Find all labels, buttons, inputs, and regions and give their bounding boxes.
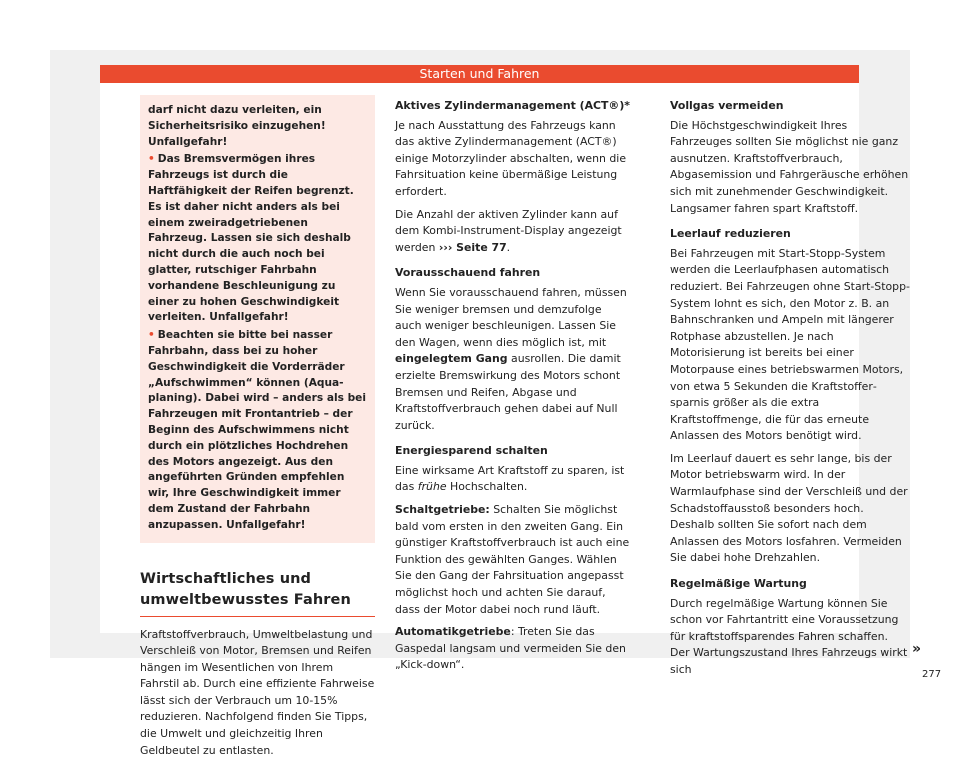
act-paragraph-1: Je nach Ausstattung des Fahrzeugs kann das aktive Zylindermanagement (ACT®) einige Motorzylinder abschalten, wenn die Fahrsituation keine übermäßige Leistung erfordert. [395, 118, 627, 198]
section-divider [140, 616, 375, 617]
page-reference-link[interactable]: ››› Seite 77 [438, 240, 507, 254]
heading-leerlauf: Leerlauf reduzieren [670, 227, 791, 241]
page-number: 277 [922, 669, 942, 680]
heading-wartung: Regelmäßige Wartung [670, 577, 807, 591]
vollgas-paragraph: Die Höchstgeschwindigkeit Ihres Fahrzeuges sollten Sie möglichst nie ganz ausnutzen. Kraftstoffverbrauch, Abgasemission und Fahrgeräusche erhöhen sich mit zunehmender Geschwindigkeit. Langsamer fahren spart Kraftstoff. [670, 118, 909, 215]
heading-energiesparend: Energiesparend schalten [395, 444, 548, 458]
column-left [140, 83, 375, 759]
section-title: Wirtschaftliches und umweltbewusstes Fahren [140, 570, 351, 608]
warning-intro: darf nicht dazu verleiten, ein Sicherheitsrisiko einzugehen! Unfallgefahr! [148, 104, 326, 148]
page-content [100, 83, 910, 757]
warning-item: • Das Bremsvermögen ihres Fahrzeugs ist durch die Haftfähigkeit der Reifen begrenzt. Es ist daher nicht anders als bei einem zweiradgetriebenen Fahrzeug. Lassen sie sich deshalb nicht durch die auch noch bei glatter, rutschiger Fahrbahn vorhandene Beschleunigung zu einer zu hohen Geschwindigkeit verleiten. Unfallgefahr! [148, 153, 354, 324]
column-right [670, 98, 910, 679]
section-intro-text: Kraftstoffverbrauch, Umweltbelastung und Verschleiß von Motor, Bremsen und Reifen hängen im Wesentlichen von Ihrem Fahrstil ab. Durch eine effiziente Fahrweise lässt sich der Verbrauch um 10-15% reduzieren. Nachfolgend finden Sie Tipps, die Umwelt und gleichzeitig Ihren Geldbeutel zu entlasten. [140, 627, 375, 757]
column-middle [395, 98, 631, 674]
act-paragraph-2: Die Anzahl der aktiven Zylinder kann auf dem Kombi-Instrument-Display angezeigt werden ››› Seite 77. [395, 207, 622, 254]
bullet-icon: • [148, 153, 155, 166]
heading-vollgas: Vollgas vermeiden [670, 99, 784, 112]
leerlauf-paragraph-1: Bei Fahrzeugen mit Start-Stopp-System werden die Leerlaufphasen automatisch reduziert. Bei Fahrzeugen ohne Start-Stopp-System lohnt es sich, den Motor z. B. an Bahnschranken und Ampeln mit längerer Rotphase abzustellen. Je nach Motorisierung ist bereits bei einer Motorpause eines betriebswarmen Motors, von etwa 5 Sekunden die Kraftstoffersparnis größer als die extra Kraftstoffmenge, die für das erneute Anlassen des Motors benötigt wird. [670, 246, 910, 443]
page-sheet [50, 50, 942, 757]
warning-item: • Beachten sie bitte bei nasser Fahrbahn, dass bei zu hoher Geschwindigkeit die Vorderräder „Aufschwimmen“ können (Aquaplaning). Dabei wird – anders als bei Fahrzeugen mit Frontantrieb – der Beginn des Aufschwimmens nicht durch ein plötzliches Hochdrehen des Motors angezeigt. Aus den angeführten Gründen empfehlen wir, Ihre Geschwindigkeit immer dem Zustand der Fahrbahn anzupassen. Unfallgefahr! [148, 329, 366, 531]
heading-vorausschauend: Vorausschauend fahren [395, 266, 541, 280]
page-header: Starten und Fahren [100, 65, 859, 83]
automatikgetriebe-paragraph: Automatikgetriebe: Treten Sie das Gaspedal langsam und vermeiden Sie den „Kick-down“. [395, 625, 626, 672]
wartung-paragraph: Durch regelmäßige Wartung können Sie schon vor Fahrtantritt eine Voraussetzung für kraftstoffsparendes Fahren schaffen. Der Wartungszustand Ihres Fahrzeugs wirkt sich [670, 596, 908, 676]
energiesparend-paragraph: Eine wirksame Art Kraftstoff zu sparen, ist das frühe Hochschalten. [395, 463, 625, 494]
next-page-icon: » [912, 641, 922, 657]
vorausschauend-paragraph: Wenn Sie vorausschauend fahren, müssen Sie weniger bremsen und demzufolge auch weniger beschleunigen. Lassen Sie den Wagen, wenn dies möglich ist, mit eingelegtem Gang ausrollen. Die damit erzielte Bremswirkung des Motors schont Bremsen und Reifen, Abgase und Kraftstoffverbrauch gehen dabei auf Null zurück. [395, 285, 627, 432]
heading-act: Aktives Zylindermanagement (ACT®)* [395, 99, 630, 112]
warning-box [140, 95, 375, 543]
schaltgetriebe-paragraph: Schaltgetriebe: Schalten Sie möglichst bald vom ersten in den zweiten Gang. Ein günstiger Kraftstoffverbrauch ist auch eine Funktion des gewählten Ganges. Wählen Sie den Gang der Fahrsituation angepasst möglichst hoch und achten Sie darauf, dass der Motor dabei noch rund läuft. [395, 503, 630, 616]
bullet-icon: • [148, 329, 155, 342]
leerlauf-paragraph-2: Im Leerlauf dauert es sehr lange, bis der Motor betriebswarm wird. In der Warmlaufphase sind der Verschleiß und der Schadstoffausstoß besonders hoch. Deshalb sollten Sie sofort nach dem Anlassen des Motors losfahren. Vermeiden Sie dabei hohe Drehzahlen. [670, 451, 908, 565]
